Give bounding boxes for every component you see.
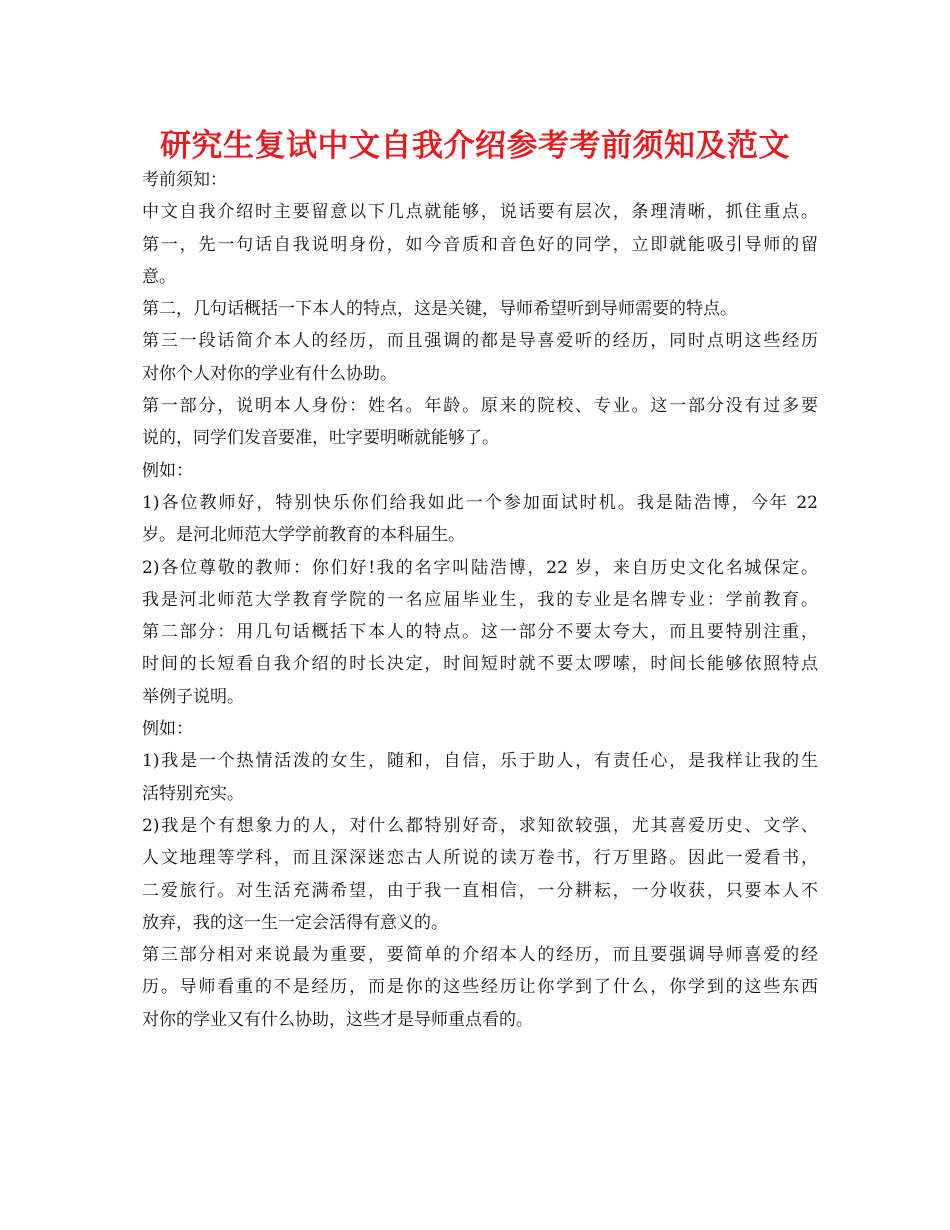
text-line: 时间的长短看自我介绍的时长决定，时间短时就不要太啰嗦，时间长能够依照特点 <box>142 654 818 675</box>
document-body <box>142 164 818 1036</box>
text-line: 例如： <box>142 719 193 740</box>
text-line: 意。 <box>142 266 176 287</box>
text-line: 第三部分相对来说最为重要，要简单的介绍本人的经历，而且要强调导师喜爱的经 <box>142 945 818 966</box>
text-line: 2)我是个有想象力的人，对什么都特别好奇，求知欲较强，尤其喜爱历史、文学、 <box>142 815 818 836</box>
text-line: 放弃，我的这一生一定会活得有意义的。 <box>142 912 448 933</box>
text-line: 考前须知： <box>142 170 227 190</box>
text-line: 例如： <box>142 460 193 481</box>
text-line: 1)各位教师好，特别快乐你们给我如此一个参加面试时机。我是陆浩博，今年 22 <box>142 492 818 513</box>
text-line: 第三一段话简介本人的经历，而且强调的都是导喜爱听的经历，同时点明这些经历 <box>142 331 818 352</box>
text-line: 举例子说明。 <box>142 686 244 707</box>
text-line: 说的，同学们发音要准，吐字要明晰就能够了。 <box>142 428 499 449</box>
text-line: 活特别充实。 <box>142 783 244 804</box>
text-line: 我是河北师范大学教育学院的一名应届毕业生，我的专业是名牌专业：学前教育。 <box>142 589 818 610</box>
text-line: 人文地理等学科，而且深深迷恋古人所说的读万卷书，行万里路。因此一爱看书， <box>142 848 818 869</box>
text-line: 第二部分：用几句话概括下本人的特点。这一部分不要太夸大，而且要特别注重， <box>142 622 818 643</box>
text-line: 历。导师看重的不是经历，而是你的这些经历让你学到了什么，你学到的这些东西 <box>142 977 818 998</box>
text-line: 第一，先一句话自我说明身份，如今音质和音色好的同学，立即就能吸引导师的留 <box>142 234 818 255</box>
text-line: 岁。是河北师范大学学前教育的本科届生。 <box>142 525 465 546</box>
text-line: 第二，几句话概括一下本人的特点，这是关键，导师希望听到导师需要的特点。 <box>142 299 737 320</box>
text-line: 2)各位尊敬的教师：你们好!我的名字叫陆浩博，22 岁，来自历史文化名城保定。 <box>142 557 818 578</box>
text-line: 对你个人对你的学业有什么协助。 <box>142 363 397 384</box>
text-line: 中文自我介绍时主要留意以下几点就能够，说话要有层次，条理清晰，抓住重点。 <box>142 202 818 223</box>
text-line: 对你的学业又有什么协助，这些才是导师重点看的。 <box>142 1009 533 1030</box>
text-line: 1)我是一个热情活泼的女生，随和，自信，乐于助人，有责任心，是我样让我的生 <box>142 751 818 772</box>
text-line: 二爱旅行。对生活充满希望，由于我一直相信，一分耕耘，一分收获，只要本人不 <box>142 880 818 901</box>
text-line: 第一部分，说明本人身份：姓名。年龄。原来的院校、专业。这一部分没有过多要 <box>142 396 818 417</box>
document-title: 研究生复试中文自我介绍参考考前须知及范文 <box>160 128 790 164</box>
